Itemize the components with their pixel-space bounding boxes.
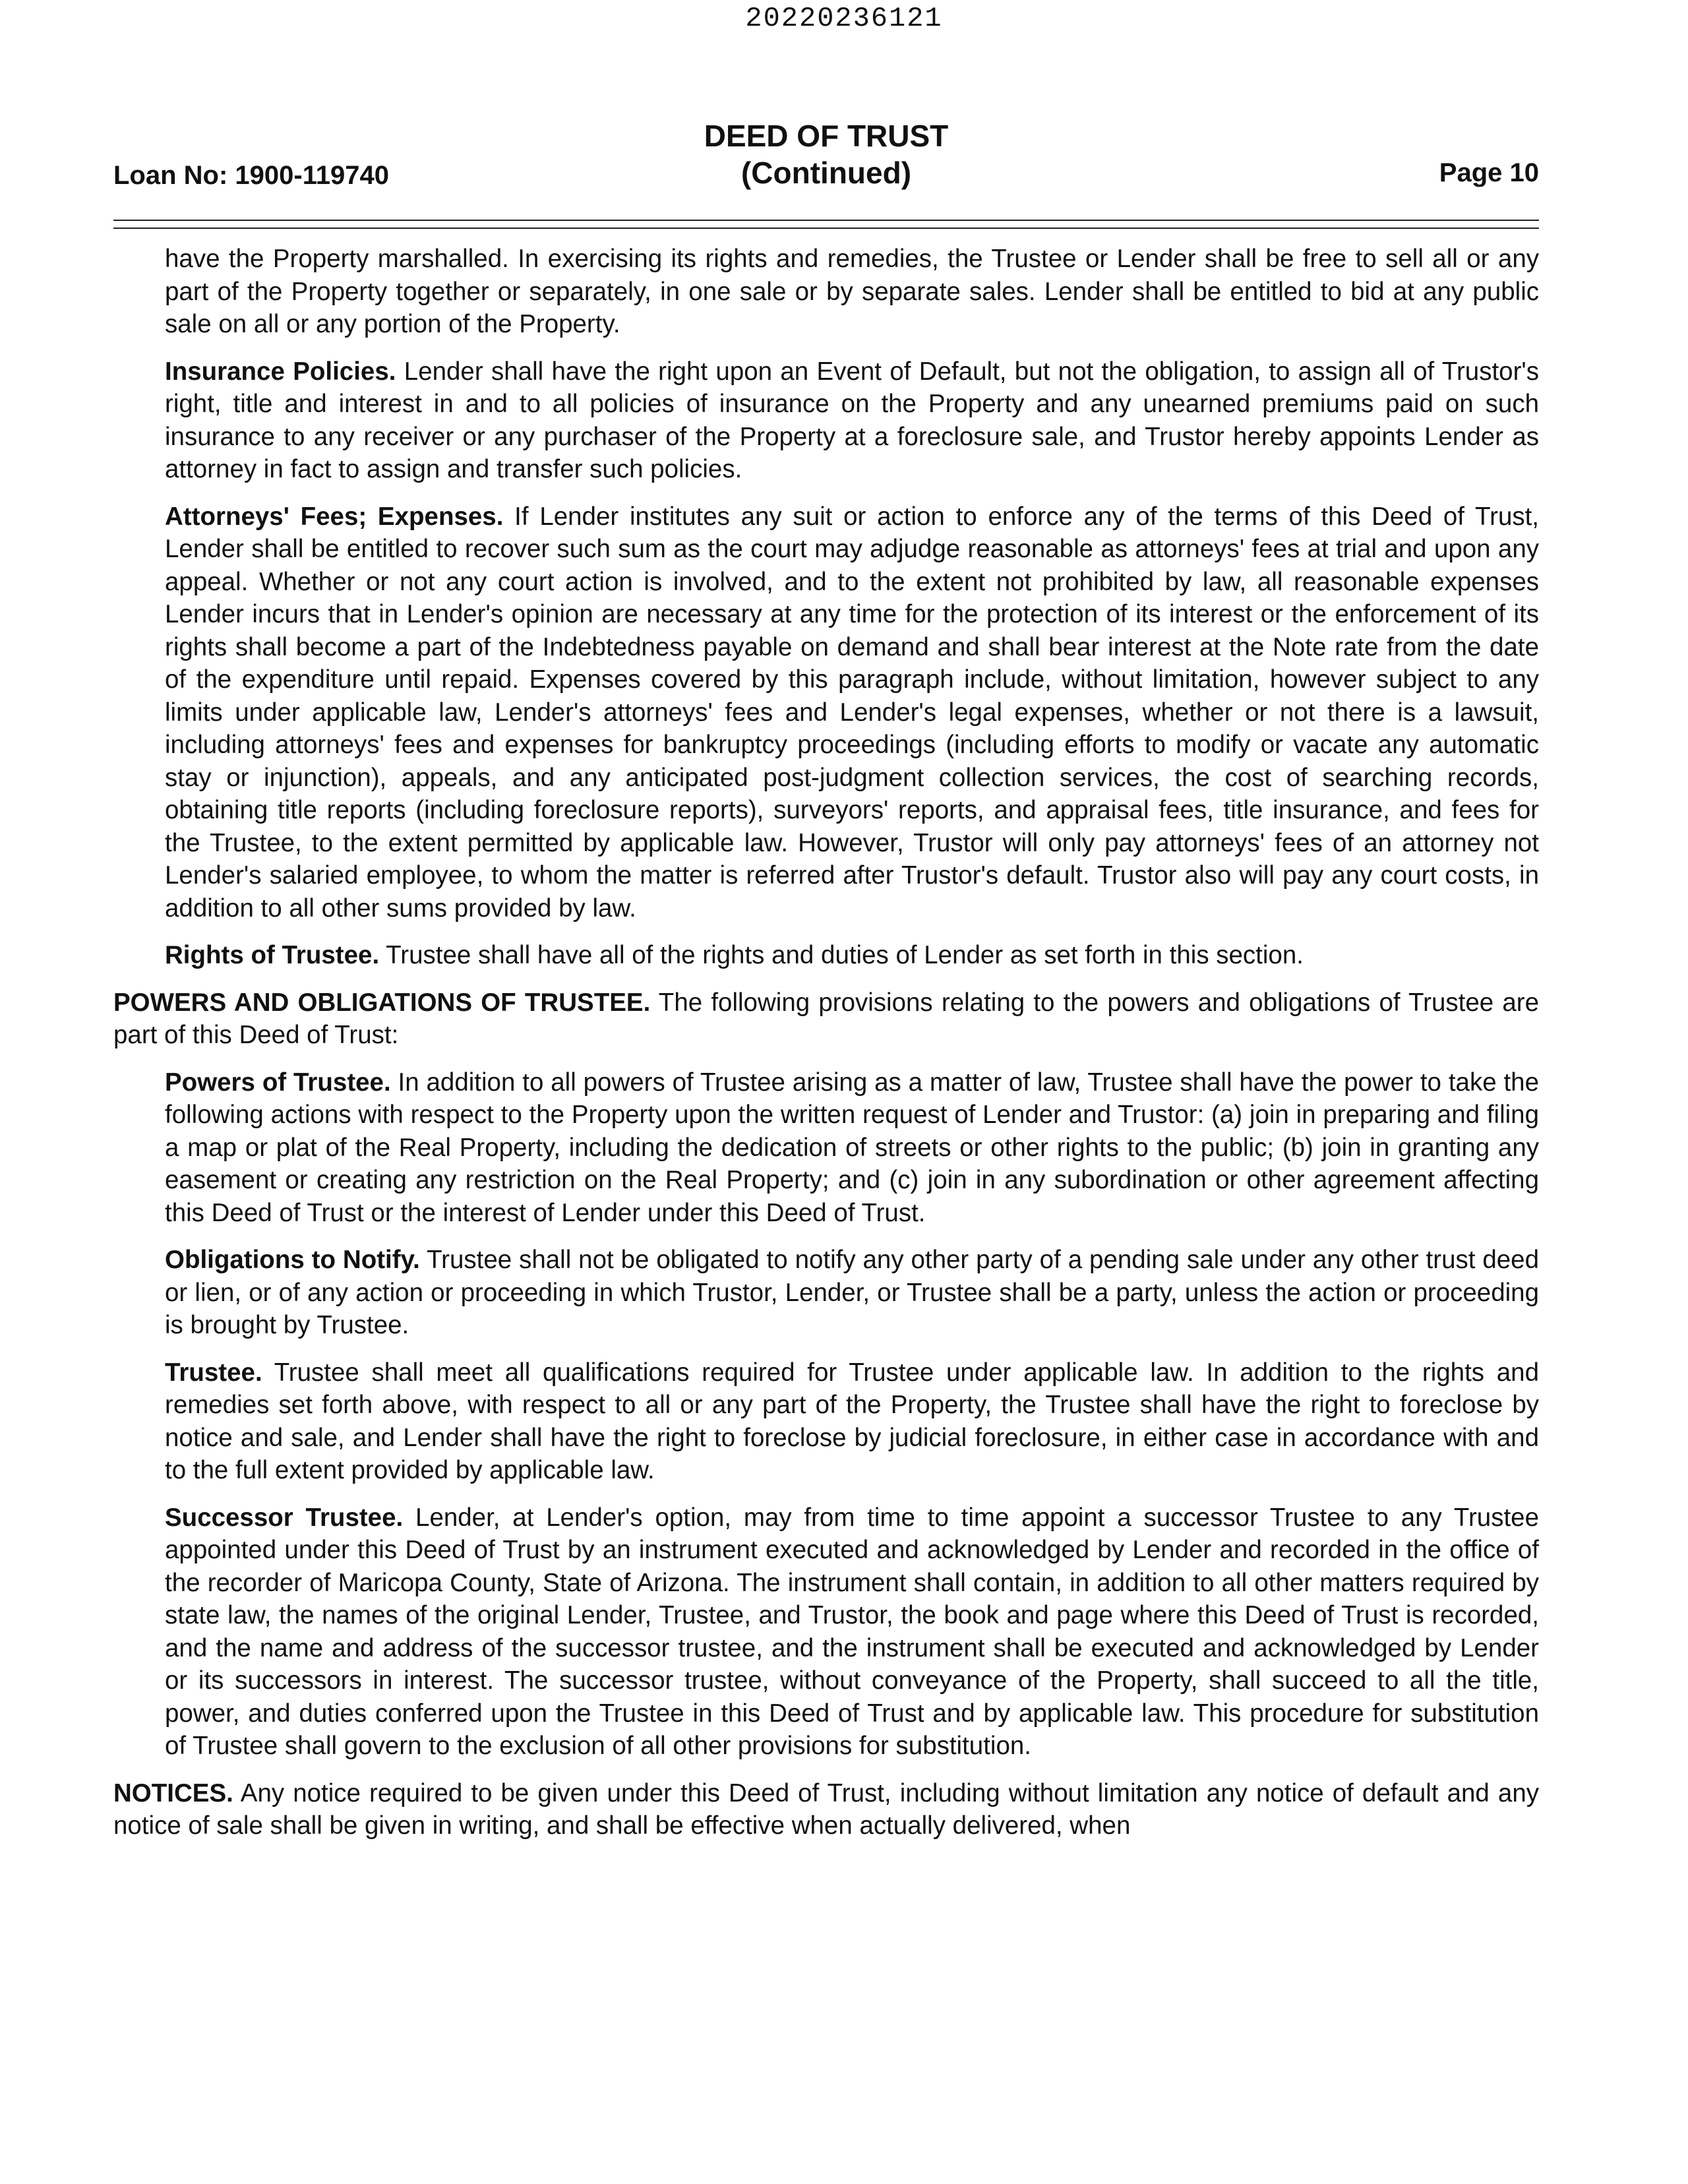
paragraph-text: Lender shall have the right upon an Event of Default, but not the obligation, to assign all of Trustor's right, title and interest in and to all policies of insurance on the Property and any unearned premiums paid on such insurance to any receiver or any purchaser of the Property at a foreclosure sale, and Trustor hereby appoints Lender as attorney in fact to assign and transfer such policies. [165,357,1539,483]
paragraph-insurance-policies [165,355,1539,486]
paragraph-successor-trustee [165,1502,1539,1763]
header-divider-top [113,220,1539,221]
paragraph-text: have the Property marshalled. In exercising its rights and remedies, the Trustee or Lender shall be free to sell all or any part of the Property together or separately, in one sale or by separate sales. Lender shall be entitled to bid at any public sale on all or any portion of the Property. [165,245,1539,338]
paragraph-text: Trustee shall meet all qualifications required for Trustee under applicable law. In addition to the rights and remedies set forth above, with respect to all or any part of the Property, the Trustee shall have the right to foreclose by notice and sale, and Lender shall have the right to foreclose by judicial foreclosure, in either case in accordance with and to the full extent provided by applicable law. [165,1358,1539,1484]
paragraph-text: If Lender institutes any suit or action to enforce any of the terms of this Deed of Trust, Lender shall be entitled to recover such sum as the court may adjudge reasonable as attorneys' fees at trial and upon any appeal. Whether or not any court action is involved, and to the extent not prohibited by law, all reasonable expenses Lender incurs that in Lender's opinion are necessary at any time for the protection of its interest or the enforcement of its rights shall become a part of the Indebtedness payable on demand and shall bear interest at the Note rate from the date of the expenditure until repaid. Expenses covered by this paragraph include, without limitation, however subject to any limits under applicable law, Lender's attorneys' fees and Lender's legal expenses, whether or not there is a lawsuit, including attorneys' fees and expenses for bankruptcy proceedings (including efforts to modify or vacate any automatic stay or injunction), appeals, and any anticipated post-judgment collection services, the cost of searching records, obtaining title reports (including foreclosure reports), surveyors' reports, and appraisal fees, title insurance, and fees for the Trustee, to the extent permitted by applicable law. However, Trustor will only pay attorneys' fees of an attorney not Lender's salaried employee, to whom the matter is referred after Trustor's default. Trustor also will pay any court costs, in addition to all other sums provided by law. [165,502,1540,923]
paragraph-text: In addition to all powers of Trustee arising as a matter of law, Trustee shall have the power to take the following actions with respect to the Property upon the written request of Lender and Trustor: (a) join in preparing and filing a map or plat of the Real Property, including the dedication of streets or other rights to the public; (b) join in granting any easement or creating any restriction on the Real Property; and (c) join in any subordination or other agreement affecting this Deed of Trust or the interest of Lender under this Deed of Trust. [165,1068,1540,1227]
paragraph-heading: Insurance Policies. [165,357,396,386]
paragraph-rights-of-trustee [165,939,1539,972]
paragraph-text: Lender, at Lender's option, may from time to time appoint a successor Trustee to any Trustee appointed under this Deed of Trust by an instrument executed and acknowledged by Lender and recorded in the office of the recorder of Maricopa County, State of Arizona. The instrument shall contain, in addition to all other matters required by state law, the names of the original Lender, Trustee, and Trustor, the book and page where this Deed of Trust is recorded, and the name and address of the successor trustee, and the instrument shall be executed and acknowledged by Lender or its successors in interest. The successor trustee, without conveyance of the Property, shall succeed to all the title, power, and duties conferred upon the Trustee in this Deed of Trust and by applicable law. This procedure for substitution of Trustee shall govern to the exclusion of all other provisions for substitution. [165,1503,1539,1760]
document-body [113,243,1539,1857]
paragraph-heading: Rights of Trustee. [165,941,380,969]
section-notices [113,1777,1539,1842]
loan-number: Loan No: 1900-119740 [113,161,389,190]
subtitle-text: (Continued) [740,156,912,190]
paragraph-trustee [165,1356,1539,1487]
paragraph-text: Trustee shall not be obligated to notify any other party of a pending sale under any other trust deed or lien, or of any action or proceeding in which Trustor, Lender, or Trustee shall be a party, unless the action or proceeding is brought by Trustee. [165,1246,1539,1339]
page-number: Page 10 [1439,158,1539,187]
paragraph-text: The following provisions relating to the powers and obligations of Trustee are part of this Deed of Trust: [113,988,1540,1049]
paragraph-heading: Successor Trustee. [165,1503,404,1532]
paragraph-heading: Powers of Trustee. [165,1068,391,1097]
paragraph-attorneys-fees [165,501,1539,925]
paragraph-text: Trustee shall have all of the rights and duties of Lender as set forth in this section. [386,941,1304,969]
section-powers-obligations [113,986,1539,1052]
document-title [113,117,1539,191]
paragraph-powers-of-trustee [165,1066,1539,1230]
paragraph-marshalling [165,243,1539,341]
paragraph-heading: Trustee. [165,1358,262,1387]
header-divider-bottom [113,228,1539,229]
paragraph-text: Any notice required to be given under this Deed of Trust, including without limitation any notice of default and any notice of sale shall be given in writing, and shall be effective when actually delivered, when [113,1778,1539,1840]
page-header [113,117,1539,197]
recording-number: 20220236121 [745,3,943,34]
section-heading: NOTICES. [113,1778,233,1807]
title-text: DEED OF TRUST [704,119,949,153]
paragraph-obligations-to-notify [165,1244,1539,1342]
section-heading: POWERS AND OBLIGATIONS OF TRUSTEE. [113,988,651,1017]
paragraph-heading: Attorneys' Fees; Expenses. [165,502,504,531]
paragraph-heading: Obligations to Notify. [165,1246,420,1274]
